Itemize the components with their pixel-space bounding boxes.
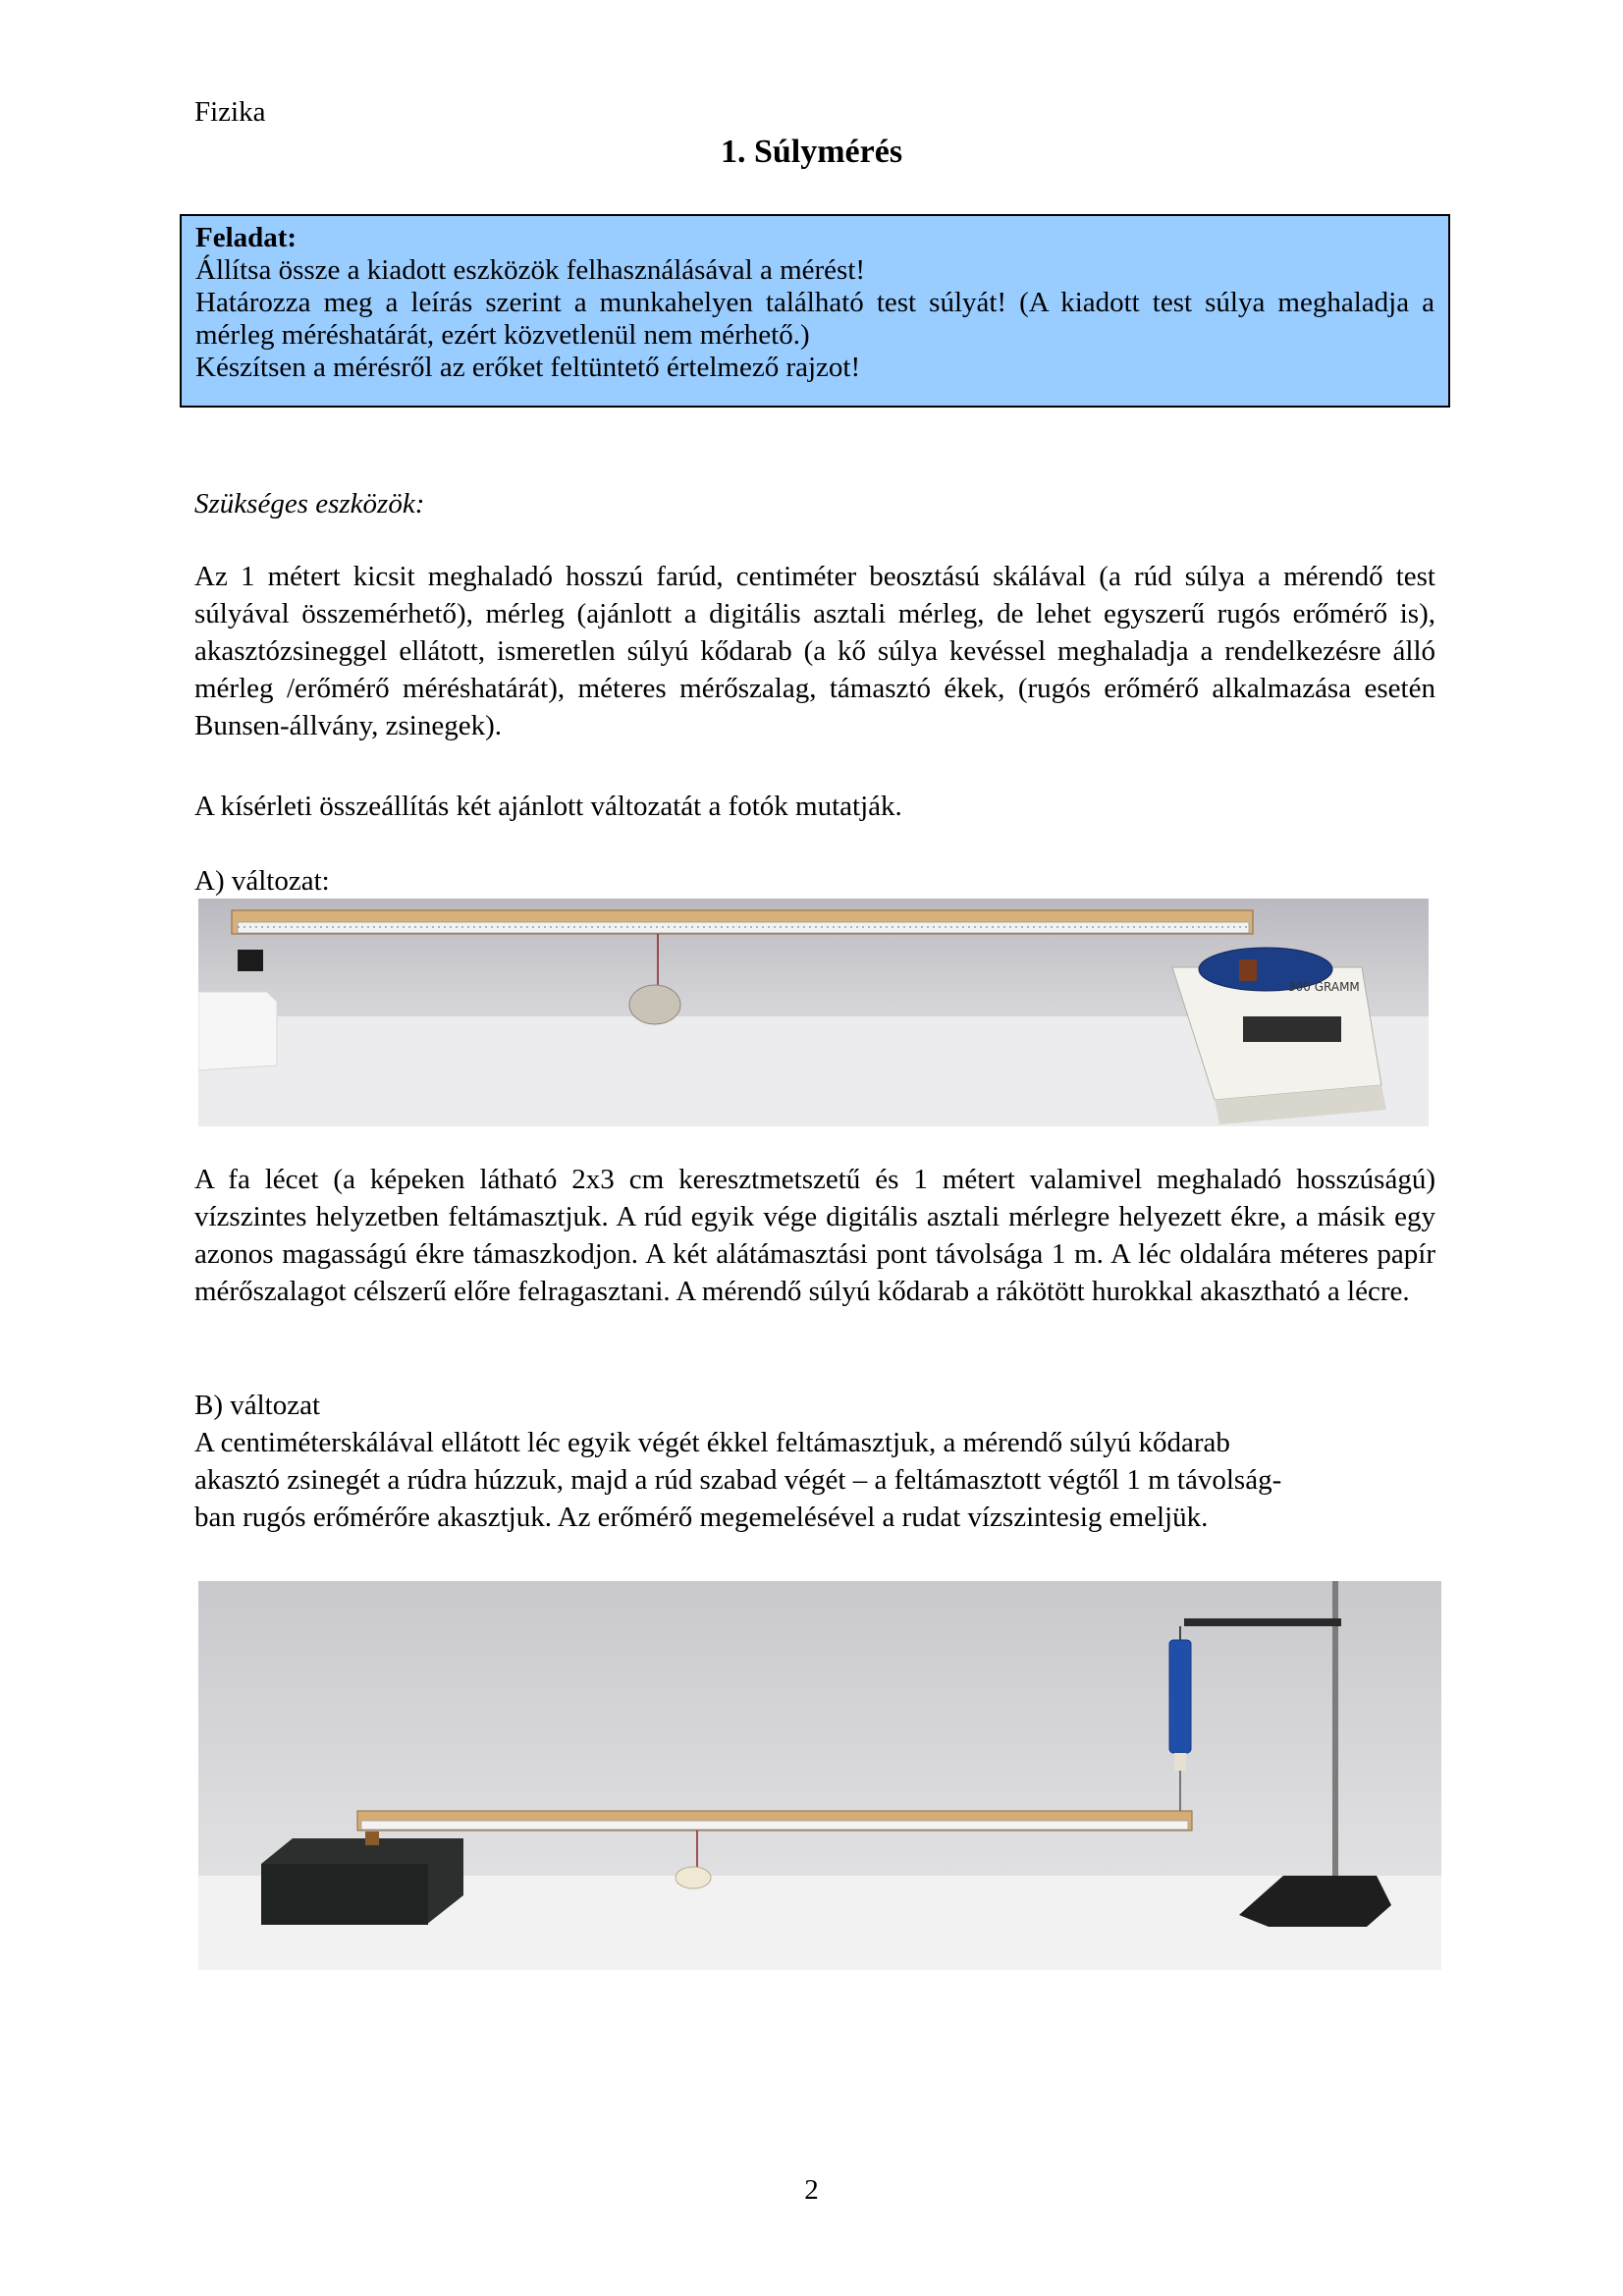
header-subject: Fizika	[194, 96, 266, 128]
photo-variant-a	[198, 899, 1429, 1126]
equipment-paragraph	[194, 558, 1435, 744]
variant-b-label: B) változat	[194, 1390, 321, 1421]
variant-a-label: A) változat:	[194, 865, 330, 897]
variant-b-line: ban rugós erőmérőre akasztjuk. Az erőmérő megemelésével a rudat vízszintesig emeljük.	[194, 1502, 1209, 1533]
variant-b-line: akasztó zsinegét a rúdra húzzuk, majd a rúd szabad végét – a feltámasztott végtől 1 m távolság-	[194, 1464, 1282, 1496]
task-line: Határozza meg a leírás szerint a munkahelyen található test súlyát! (A kiadott test súlya meghaladja a mérleg méréshatárát, ezért közvetlenül nem mérhető.)	[195, 287, 1434, 351]
variant-a-text: A fa lécet (a képeken látható 2x3 cm keresztmetszetű és 1 métert valamivel meghaladó hosszúságú) vízszintes helyzetben feltámasztjuk. A rúd egyik vége digitális asztali mérlegre helyezett ékre, a másik egy azonos magasságú ékre támaszkodjon. A két alátámasztási pont távolsága 1 m. A léc oldalára méteres papír mérőszalagot célszerű előre felragasztani. A mérendő súlyú kődarab a rákötött hurokkal akasztható a lécre.	[194, 1164, 1435, 1307]
task-box	[180, 214, 1450, 408]
photo-variant-b	[198, 1581, 1441, 1970]
variant-b-line: A centiméterskálával ellátott léc egyik végét ékkel feltámasztjuk, a mérendő súlyú kődarab	[194, 1427, 1230, 1458]
variant-b-paragraph	[194, 1424, 1435, 1536]
variant-a-paragraph	[194, 1161, 1435, 1310]
setup-intro: A kísérleti összeállítás két ajánlott változatát a fotók mutatják.	[194, 791, 902, 822]
page-title: 1. Súlymérés	[720, 134, 903, 170]
task-line: Állítsa össze a kiadott eszközök felhasználásával a mérést!	[195, 254, 866, 286]
page-number: 2	[804, 2174, 819, 2206]
scale-display-text: 300 GRAMM	[1288, 980, 1360, 994]
equipment-text: Az 1 métert kicsit meghaladó hosszú farúd, centiméter beosztású skálával (a rúd súlya a mérendő test súlyával összemérhető), mérleg (ajánlott a digitális asztali mérleg, de lehet egyszerű rugós erőmérő is), akasztózsineggel ellátott, ismeretlen súlyú kődarab (a kő súlya kevéssel meghaladja a rendelkezésre álló mérleg /erőmérő méréshatárát), méteres mérőszalag, támasztó ékek, (rugós erőmérő alkalmazása esetén Bunsen-állvány, zsinegek).	[194, 561, 1435, 741]
task-line: Készítsen a mérésről az erőket feltüntető értelmező rajzot!	[195, 352, 861, 383]
equipment-heading: Szükséges eszközök:	[194, 488, 425, 519]
task-heading: Feladat:	[195, 222, 298, 253]
